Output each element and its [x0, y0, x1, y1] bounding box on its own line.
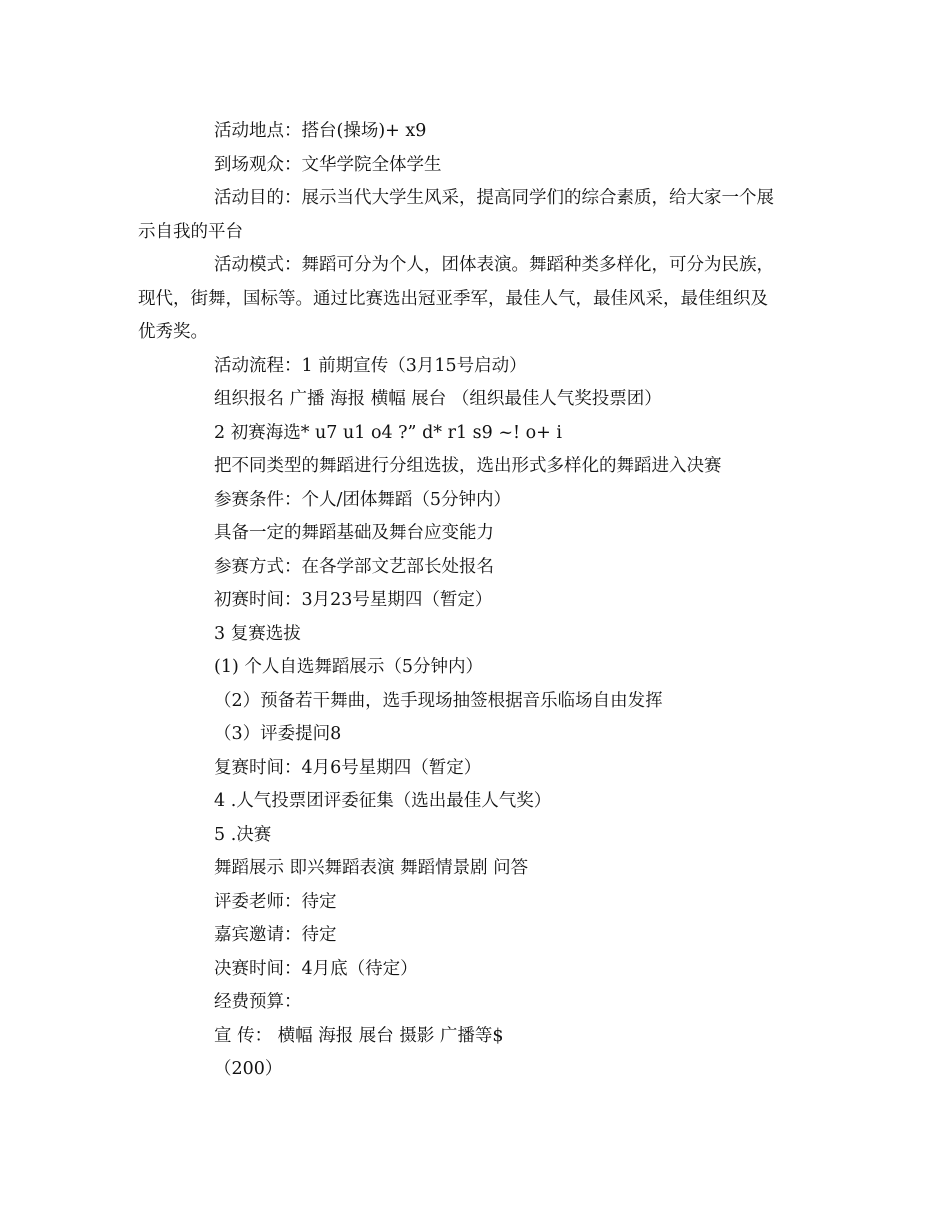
text-line-semifinal-time: 复赛时间：4月6号星期四（暂定）	[214, 757, 482, 778]
text-line-preliminary: 2 初赛海选* u7 u1 o4 ?” d* r1 s9 ~! o+ i	[214, 422, 562, 443]
text-line-semifinal-2: （2）预备若干舞曲，选手现场抽签根据音乐临场自由发挥	[214, 690, 663, 711]
text-line-skills: 具备一定的舞蹈基础及舞台应变能力	[214, 523, 494, 543]
text-line-purpose: 活动目的：展示当代大学生风采，提高同学们的综合素质，给大家一个展	[214, 188, 774, 208]
text-line-final-time: 决赛时间：4月底（待定）	[214, 958, 418, 979]
document-body	[138, 115, 818, 1087]
text-line-entry-method: 参赛方式：在各学部文艺部长处报名	[214, 556, 494, 577]
text-line-preliminary-time: 初赛时间：3月23号星期四（暂定）	[214, 590, 493, 610]
text-line-signup: 组织报名 广播 海报 横幅 展台 （组织最佳人气奖投票团）	[214, 389, 662, 409]
text-line-voting-panel: 4 .人气投票团评委征集（选出最佳人气奖）	[214, 791, 552, 811]
text-line-semifinal: 3 复赛选拔	[214, 623, 301, 644]
text-line-amount: （200）	[214, 1059, 283, 1079]
text-line-conditions: 参赛条件：个人/团体舞蹈（5分钟内）	[214, 489, 512, 510]
text-line-mode: 活动模式：舞蹈可分为个人，团体表演。舞蹈种类多样化，可分为民族，	[214, 255, 774, 275]
text-line-final: 5 .决赛	[214, 824, 272, 845]
text-line-budget: 经费预算：	[214, 992, 302, 1012]
text-line-publicity: 宣 传： 横幅 海报 展台 摄影 广播等$	[214, 1025, 504, 1046]
text-line-process: 活动流程：1 前期宣传（3月15号启动）	[214, 355, 527, 376]
text-line-semifinal-3: （3）评委提问8	[214, 724, 342, 744]
text-line-semifinal-1: (1) 个人自选舞蹈展示（5分钟内）	[214, 657, 483, 677]
text-line-guests: 嘉宾邀请：待定	[214, 925, 337, 945]
text-line-mode-cont-2: 优秀奖。	[138, 322, 208, 342]
text-line-final-items: 舞蹈展示 即兴舞蹈表演 舞蹈情景剧 问答	[214, 858, 529, 878]
text-line-judges: 评委老师：待定	[214, 891, 337, 912]
text-line-mode-cont-1: 现代，街舞，国标等。通过比赛选出冠亚季军，最佳人气，最佳风采，最佳组织及	[138, 288, 768, 309]
text-line-audience: 到场观众：文华学院全体学生	[214, 154, 442, 175]
text-line-grouping: 把不同类型的舞蹈进行分组选拔，选出形式多样化的舞蹈进入决赛	[214, 456, 722, 476]
text-line-venue: 活动地点：搭台(操场)+ x9	[214, 121, 427, 141]
text-line-purpose-cont: 示自我的平台	[138, 221, 243, 242]
